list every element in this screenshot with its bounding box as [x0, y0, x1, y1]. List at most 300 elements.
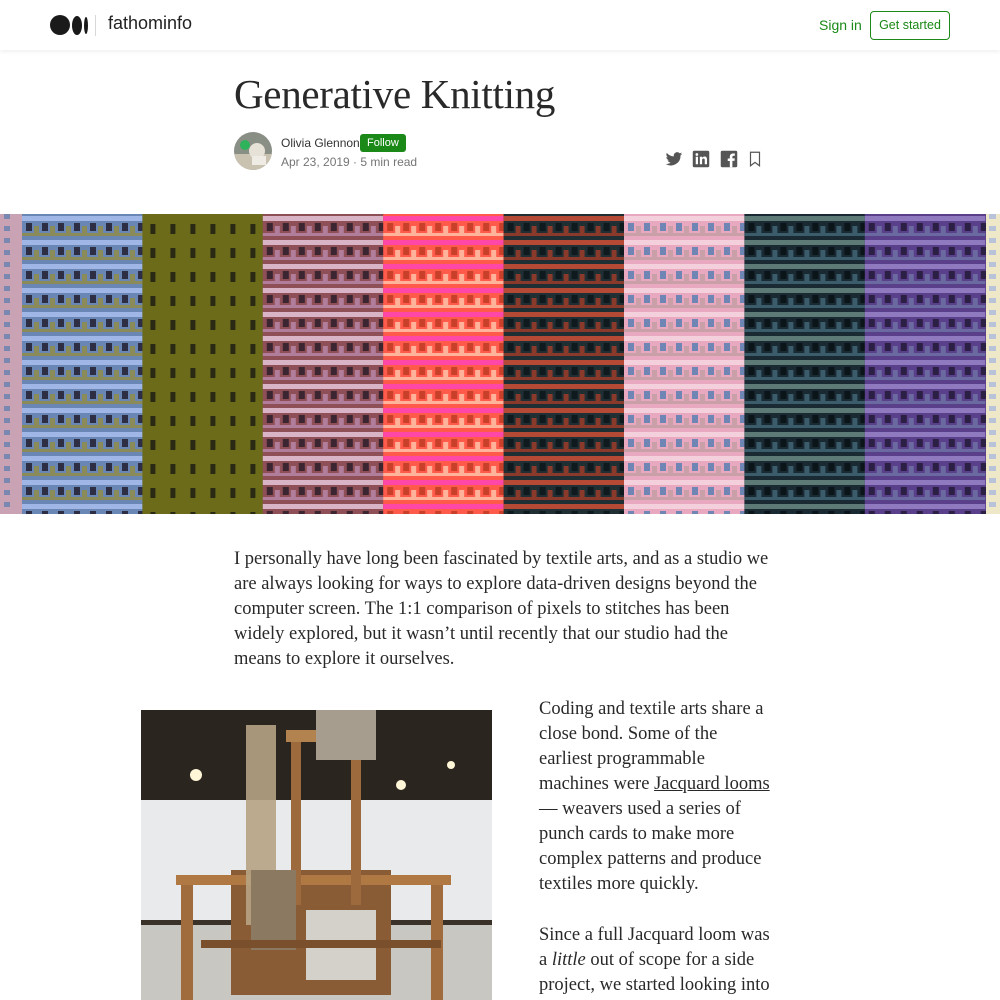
knit-stitch: [624, 360, 744, 365]
knit-stitch: [708, 247, 714, 255]
knit-stitch: [989, 382, 996, 387]
knit-stitch: [170, 368, 175, 378]
knit-stitch: [965, 295, 971, 303]
knit-stitch: [917, 319, 923, 327]
knit-stitch: [483, 295, 489, 303]
knit-stitch: [363, 223, 369, 231]
knit-stitch: [58, 439, 64, 447]
knit-stitch: [4, 406, 10, 411]
knit-stitch: [901, 463, 907, 471]
knit-stitch: [644, 223, 650, 231]
knit-stitch: [263, 384, 383, 389]
knit-stitch: [4, 274, 10, 279]
knit-stitch: [22, 360, 142, 365]
knit-stitch: [263, 377, 383, 380]
knit-stitch: [865, 408, 985, 413]
knit-stitch: [299, 367, 305, 375]
knit-stitch: [483, 439, 489, 447]
knit-stitch: [624, 264, 744, 269]
knit-stitch: [933, 415, 939, 423]
knit-stitch: [283, 439, 289, 447]
knit-stitch: [604, 415, 610, 423]
bookmark-icon[interactable]: [746, 150, 764, 168]
knit-stitch: [331, 463, 337, 471]
knit-stitch: [540, 487, 546, 495]
knit-stitch: [556, 463, 562, 471]
knit-stitch: [22, 329, 142, 332]
knit-stitch: [299, 439, 305, 447]
knit-stitch: [150, 296, 155, 306]
knit-stitch: [885, 439, 891, 447]
knit-stitch: [190, 224, 195, 234]
knit-stitch: [989, 406, 996, 411]
knit-stitch: [22, 497, 142, 500]
knit-stitch: [263, 257, 383, 260]
knit-stitch: [604, 487, 610, 495]
knit-stitch: [933, 271, 939, 279]
knit-stitch: [363, 319, 369, 327]
knit-stitch: [267, 343, 273, 351]
knit-stitch: [764, 439, 770, 447]
knit-stitch: [844, 295, 850, 303]
knit-stitch: [347, 367, 353, 375]
knit-stitch: [263, 360, 383, 365]
knit-stitch: [812, 247, 818, 255]
knit-stitch: [748, 271, 754, 279]
knit-stitch: [524, 415, 530, 423]
knit-stitch: [708, 343, 714, 351]
knit-stitch: [483, 271, 489, 279]
knit-stitch: [22, 432, 142, 437]
knit-stitch: [796, 295, 802, 303]
follow-button[interactable]: Follow: [360, 134, 406, 152]
knit-stitch: [315, 391, 321, 399]
knit-stitch: [419, 439, 425, 447]
knit-stitch: [106, 271, 112, 279]
knit-stitch: [4, 334, 10, 339]
knit-stitch: [383, 408, 503, 413]
knit-stitch: [42, 295, 48, 303]
knit-stitch: [419, 295, 425, 303]
knit-stitch: [540, 223, 546, 231]
knit-stitch: [504, 425, 624, 428]
knit-stitch: [624, 449, 744, 452]
knit-stitch: [524, 439, 530, 447]
knit-stitch: [230, 320, 235, 330]
knit-stitch: [917, 223, 923, 231]
knit-stitch: [604, 391, 610, 399]
knit-stitch: [624, 281, 744, 284]
knit-stitch: [467, 295, 473, 303]
knit-stitch: [524, 367, 530, 375]
jacquard-looms-link[interactable]: Jacquard looms: [654, 774, 770, 794]
knit-stitch: [403, 391, 409, 399]
knit-stitch: [604, 343, 610, 351]
knit-stitch: [263, 240, 383, 245]
knit-stitch: [901, 367, 907, 375]
knit-stitch: [299, 271, 305, 279]
knit-stitch: [483, 511, 489, 514]
knit-stitch: [383, 312, 503, 317]
knit-stitch: [435, 487, 441, 495]
knit-stitch: [844, 343, 850, 351]
knit-stitch: [283, 463, 289, 471]
knit-stitch: [949, 391, 955, 399]
knit-stitch: [315, 439, 321, 447]
knit-stitch: [403, 487, 409, 495]
knit-stitch: [812, 295, 818, 303]
knit-stitch: [744, 432, 864, 437]
knit-stitch: [451, 415, 457, 423]
knit-stitch: [901, 415, 907, 423]
knit-stitch: [74, 247, 80, 255]
knit-stitch: [676, 511, 682, 514]
knit-stitch: [812, 511, 818, 514]
knit-stitch: [106, 391, 112, 399]
knit-stitch: [299, 511, 305, 514]
knit-stitch: [263, 264, 383, 269]
knit-stitch: [4, 370, 10, 375]
publication-name[interactable]: fathominfo: [108, 13, 193, 33]
knit-stitch: [467, 319, 473, 327]
knit-stitch: [347, 463, 353, 471]
knit-stitch: [299, 463, 305, 471]
get-started-button[interactable]: Get started: [870, 11, 950, 40]
knit-stitch: [724, 439, 730, 447]
knit-stitch: [263, 456, 383, 461]
knit-stitch: [588, 223, 594, 231]
knit-stitch: [230, 368, 235, 378]
knit-stitch: [524, 487, 530, 495]
facebook-icon[interactable]: [720, 150, 738, 168]
knit-stitch: [387, 343, 393, 351]
knit-stitch: [780, 415, 786, 423]
knit-stitch: [660, 463, 666, 471]
knit-stitch: [90, 295, 96, 303]
knit-stitch: [628, 247, 634, 255]
knit-stitch: [764, 295, 770, 303]
knit-stitch: [604, 271, 610, 279]
knit-stitch: [74, 487, 80, 495]
knit-stitch: [748, 343, 754, 351]
knit-stitch: [628, 271, 634, 279]
knit-stitch: [628, 391, 634, 399]
knit-stitch: [230, 440, 235, 450]
knit-stitch: [331, 367, 337, 375]
knit-stitch: [965, 223, 971, 231]
knit-stitch: [331, 271, 337, 279]
knit-stitch: [917, 415, 923, 423]
knit-stitch: [504, 377, 624, 380]
knit-stitch: [122, 343, 128, 351]
knit-stitch: [122, 223, 128, 231]
knit-stitch: [508, 271, 514, 279]
knit-stitch: [676, 463, 682, 471]
knit-stitch: [331, 391, 337, 399]
knit-stitch: [250, 488, 255, 498]
knit-stitch: [419, 223, 425, 231]
knit-stitch: [508, 223, 514, 231]
knit-stitch: [504, 353, 624, 356]
knit-stitch: [744, 480, 864, 485]
knit-stitch: [403, 223, 409, 231]
knit-stitch: [748, 223, 754, 231]
knit-stitch: [22, 401, 142, 404]
knit-stitch: [885, 295, 891, 303]
knit-stitch: [572, 271, 578, 279]
knit-stitch: [812, 367, 818, 375]
knit-stitch: [403, 367, 409, 375]
knit-stitch: [604, 367, 610, 375]
knit-stitch: [989, 502, 996, 507]
knit-stitch: [106, 439, 112, 447]
knit-stitch: [451, 487, 457, 495]
knit-stitch: [170, 224, 175, 234]
knit-stitch: [812, 463, 818, 471]
knit-stitch: [299, 295, 305, 303]
knit-stitch: [628, 463, 634, 471]
scope-paragraph-end: out of scope for a side project, we started looking into: [539, 950, 770, 995]
scope-paragraph: [539, 923, 775, 998]
knit-stitch: [419, 487, 425, 495]
knit-stitch: [42, 343, 48, 351]
knit-stitch: [483, 319, 489, 327]
knit-stitch: [828, 271, 834, 279]
knit-stitch: [981, 463, 987, 471]
knit-stitch: [744, 216, 864, 221]
knit-stitch: [4, 454, 10, 459]
knit-stitch: [949, 367, 955, 375]
knit-stitch: [383, 353, 503, 356]
knit-stitch: [933, 223, 939, 231]
knit-stitch: [744, 408, 864, 413]
author-name[interactable]: Olivia Glennon: [281, 136, 360, 150]
knit-stitch: [556, 247, 562, 255]
knit-stitch: [170, 272, 175, 282]
knit-stitch: [283, 511, 289, 514]
knit-stitch: [299, 223, 305, 231]
knit-stitch: [150, 248, 155, 258]
knit-stitch: [865, 353, 985, 356]
read-time: 5 min read: [360, 155, 418, 169]
knit-stitch: [210, 416, 215, 426]
knit-stitch: [383, 504, 503, 509]
knit-stitch: [796, 343, 802, 351]
knit-stitch: [315, 295, 321, 303]
knit-stitch: [315, 487, 321, 495]
knit-stitch: [644, 343, 650, 351]
knit-stitch: [744, 312, 864, 317]
knit-stitch: [42, 487, 48, 495]
knit-stitch: [744, 473, 864, 476]
knit-stitch: [4, 358, 10, 363]
knit-stitch: [624, 504, 744, 509]
knit-stitch: [347, 487, 353, 495]
knit-stitch: [540, 511, 546, 514]
knit-stitch: [504, 281, 624, 284]
knit-stitch: [901, 271, 907, 279]
knit-stitch: [981, 391, 987, 399]
knit-stitch: [624, 288, 744, 293]
knit-stitch: [676, 367, 682, 375]
knit-stitch: [692, 439, 698, 447]
knit-stitch: [383, 360, 503, 365]
knit-stitch: [267, 511, 273, 514]
knit-stitch: [989, 478, 996, 483]
knit-stitch: [981, 247, 987, 255]
knit-stitch: [387, 439, 393, 447]
knit-stitch: [150, 392, 155, 402]
knit-stitch: [885, 487, 891, 495]
knit-stitch: [572, 319, 578, 327]
knit-stitch: [122, 511, 128, 514]
knit-stitch: [865, 480, 985, 485]
knit-stitch: [692, 319, 698, 327]
knit-stitch: [170, 416, 175, 426]
knit-stitch: [4, 286, 10, 291]
knit-stitch: [764, 319, 770, 327]
knit-stitch: [540, 295, 546, 303]
knit-stitch: [780, 271, 786, 279]
knit-stitch: [58, 463, 64, 471]
knit-stitch: [865, 216, 985, 221]
knit-stitch: [556, 487, 562, 495]
knit-stitch: [26, 415, 32, 423]
knit-stitch: [74, 463, 80, 471]
knit-stitch: [26, 391, 32, 399]
knit-stitch: [363, 415, 369, 423]
knit-stitch: [267, 271, 273, 279]
knit-stitch: [190, 392, 195, 402]
knit-stitch: [869, 223, 875, 231]
knit-stitch: [989, 370, 996, 375]
knit-stitch: [22, 449, 142, 452]
knit-stitch: [869, 487, 875, 495]
knit-stitch: [26, 487, 32, 495]
knit-stitch: [419, 271, 425, 279]
avatar[interactable]: [234, 132, 272, 170]
knit-stitch: [524, 223, 530, 231]
knit-stitch: [692, 343, 698, 351]
knit-stitch: [483, 415, 489, 423]
knit-stitch: [604, 439, 610, 447]
knit-stitch: [844, 367, 850, 375]
knit-stitch: [230, 296, 235, 306]
knit-stitch: [865, 281, 985, 284]
knit-stitch: [965, 511, 971, 514]
knit-stitch: [22, 384, 142, 389]
knit-stitch: [58, 511, 64, 514]
knit-stitch: [90, 391, 96, 399]
knit-stitch: [106, 511, 112, 514]
knit-stitch: [22, 504, 142, 509]
knit-stitch: [588, 511, 594, 514]
knit-stitch: [604, 223, 610, 231]
knit-stitch: [744, 456, 864, 461]
knit-stitch: [210, 248, 215, 258]
knit-stitch: [230, 416, 235, 426]
knit-stitch: [917, 463, 923, 471]
medium-logo-icon[interactable]: [50, 15, 88, 35]
knit-stitch: [644, 463, 650, 471]
knit-stitch: [250, 248, 255, 258]
knit-stitch: [383, 480, 503, 485]
knit-stitch: [744, 504, 864, 509]
knit-stitch: [170, 464, 175, 474]
knit-stitch: [451, 223, 457, 231]
knit-stitch: [556, 319, 562, 327]
knit-stitch: [724, 367, 730, 375]
knit-stitch: [250, 416, 255, 426]
knit-stitch: [644, 487, 650, 495]
knit-stitch: [865, 432, 985, 437]
knit-stitch: [692, 271, 698, 279]
knit-stitch: [90, 247, 96, 255]
knit-stitch: [796, 415, 802, 423]
knit-stitch: [780, 463, 786, 471]
knit-stitch: [230, 272, 235, 282]
knit-stitch: [58, 295, 64, 303]
knit-stitch: [504, 360, 624, 365]
twitter-icon[interactable]: [665, 150, 683, 168]
publish-date: Apr 23, 2019: [281, 155, 350, 169]
knit-stitch: [844, 511, 850, 514]
knit-stitch: [210, 296, 215, 306]
knit-stitch: [22, 377, 142, 380]
knit-stitch: [267, 439, 273, 447]
knit-stitch: [106, 343, 112, 351]
knit-stitch: [383, 401, 503, 404]
knit-stitch: [628, 367, 634, 375]
knit-stitch: [451, 391, 457, 399]
knit-stitch: [4, 466, 10, 471]
knit-stitch: [885, 415, 891, 423]
knit-stitch: [660, 343, 666, 351]
knit-stitch: [748, 391, 754, 399]
knit-stitch: [644, 271, 650, 279]
knit-stitch: [331, 319, 337, 327]
knit-stitch: [315, 319, 321, 327]
knit-stitch: [604, 295, 610, 303]
knit-stitch: [708, 391, 714, 399]
knit-stitch: [504, 473, 624, 476]
knit-stitch: [74, 415, 80, 423]
knit-stitch: [331, 247, 337, 255]
knit-stitch: [865, 473, 985, 476]
knit-stitch: [42, 463, 48, 471]
knit-stitch: [383, 449, 503, 452]
knit-stitch: [483, 367, 489, 375]
knit-stitch: [435, 271, 441, 279]
knit-stitch: [901, 319, 907, 327]
knit-stitch: [383, 281, 503, 284]
knit-stitch: [644, 391, 650, 399]
knit-stitch: [744, 257, 864, 260]
linkedin-icon[interactable]: [692, 150, 710, 168]
knit-stitch: [933, 439, 939, 447]
knit-stitch: [74, 439, 80, 447]
sign-in-link[interactable]: Sign in: [819, 17, 862, 33]
knit-stitch: [644, 247, 650, 255]
knit-stitch: [865, 504, 985, 509]
knit-stitch: [74, 319, 80, 327]
knit-stitch: [981, 295, 987, 303]
knit-stitch: [383, 473, 503, 476]
knit-stitch: [4, 478, 10, 483]
knit-stitch: [572, 343, 578, 351]
knit-stitch: [267, 415, 273, 423]
knit-stitch: [403, 511, 409, 514]
